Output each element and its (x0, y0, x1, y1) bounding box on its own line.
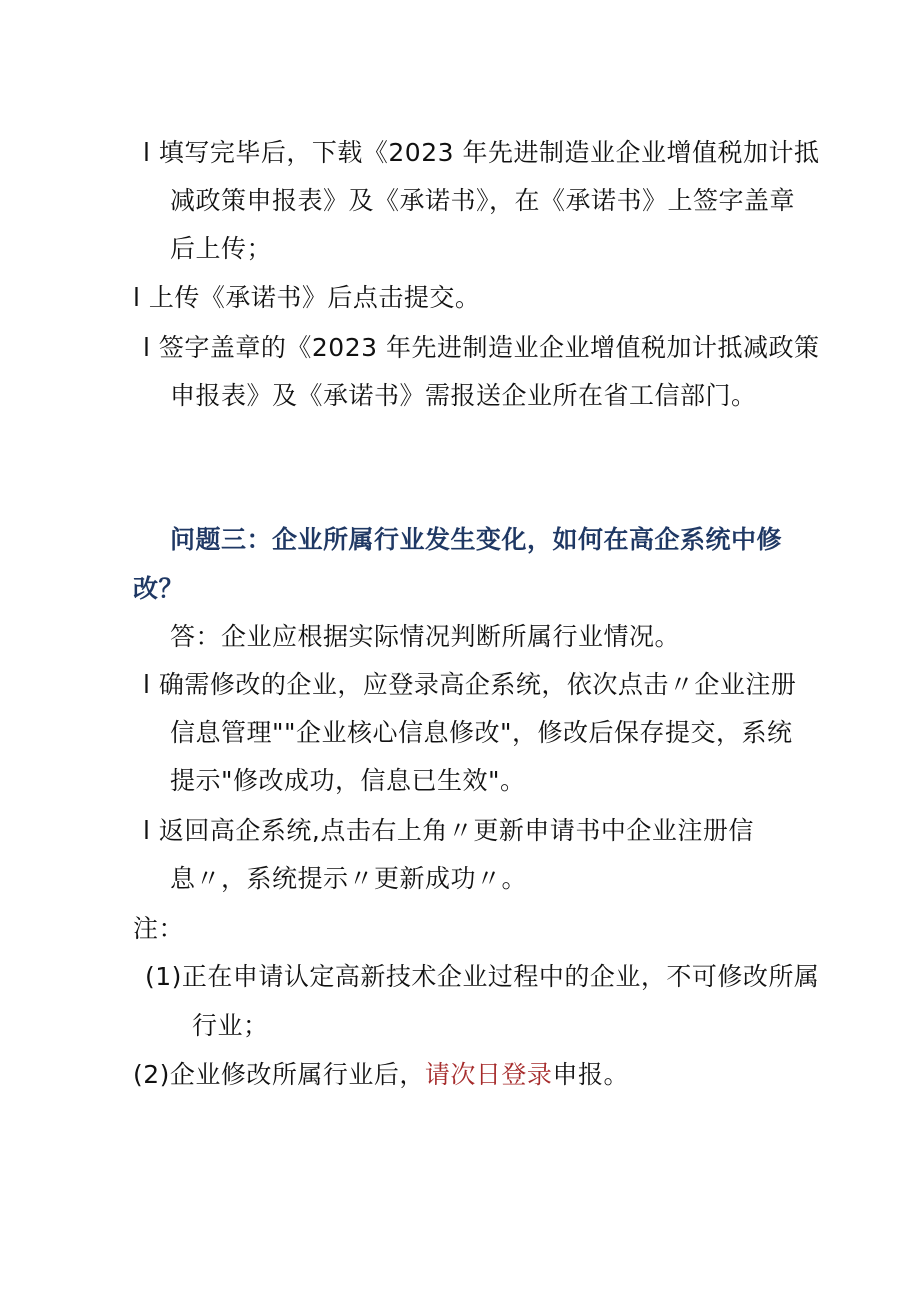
note-item-2-end: 申报。 (552, 1060, 629, 1089)
answer-text: 答：企业应根据实际情况判断所属行业情况。 (170, 622, 681, 651)
bullet-line-return: l 返回高企系统,点击右上角〃更新申请书中企业注册信 (143, 816, 754, 845)
bullet-line-fill-complete-cont: 减政策申报表》及《承诺书》，在《承诺书》上签字盖章 (170, 186, 796, 215)
bullet-line-modify-cont: 信息管理""企业核心信息修改"，修改后保存提交，系统 (170, 718, 793, 747)
bullet-line-sign-stamp: l 签字盖章的《2023 年先进制造业企业增值税加计抵减政策 (143, 333, 820, 362)
note-item-1-cont: 行业； (192, 1011, 269, 1040)
bullet-line-sign-stamp-cont: 申报表》及《承诺书》需报送企业所在省工信部门。 (170, 381, 757, 410)
bullet-line-modify: l 确需修改的企业，应登录高企系统，依次点击〃企业注册 (143, 670, 797, 699)
bullet-line-modify-end: 提示"修改成功，信息已生效"。 (170, 766, 526, 795)
bullet-line-return-cont: 息〃，系统提示〃更新成功〃。 (170, 864, 528, 893)
bullet-line-upload: l 上传《承诺书》后点击提交。 (133, 283, 481, 312)
note-label: 注： (133, 914, 185, 943)
question-heading: 问题三：企业所属行业发生变化，如何在高企系统中修 (170, 525, 783, 554)
note-item-2 (133, 1060, 629, 1090)
bullet-line-fill-complete: l 填写完毕后，下载《2023 年先进制造业企业增值税加计抵 (143, 138, 820, 167)
note-item-2-highlight: 请次日登录 (424, 1060, 553, 1089)
bullet-line-fill-complete-end: 后上传； (170, 234, 273, 263)
question-heading-cont: 改？ (133, 574, 185, 603)
note-item-2-text: (2)企业修改所属行业后， (133, 1060, 425, 1089)
note-item-1: (1)正在申请认定高新技术企业过程中的企业，不可修改所属 (145, 962, 820, 991)
